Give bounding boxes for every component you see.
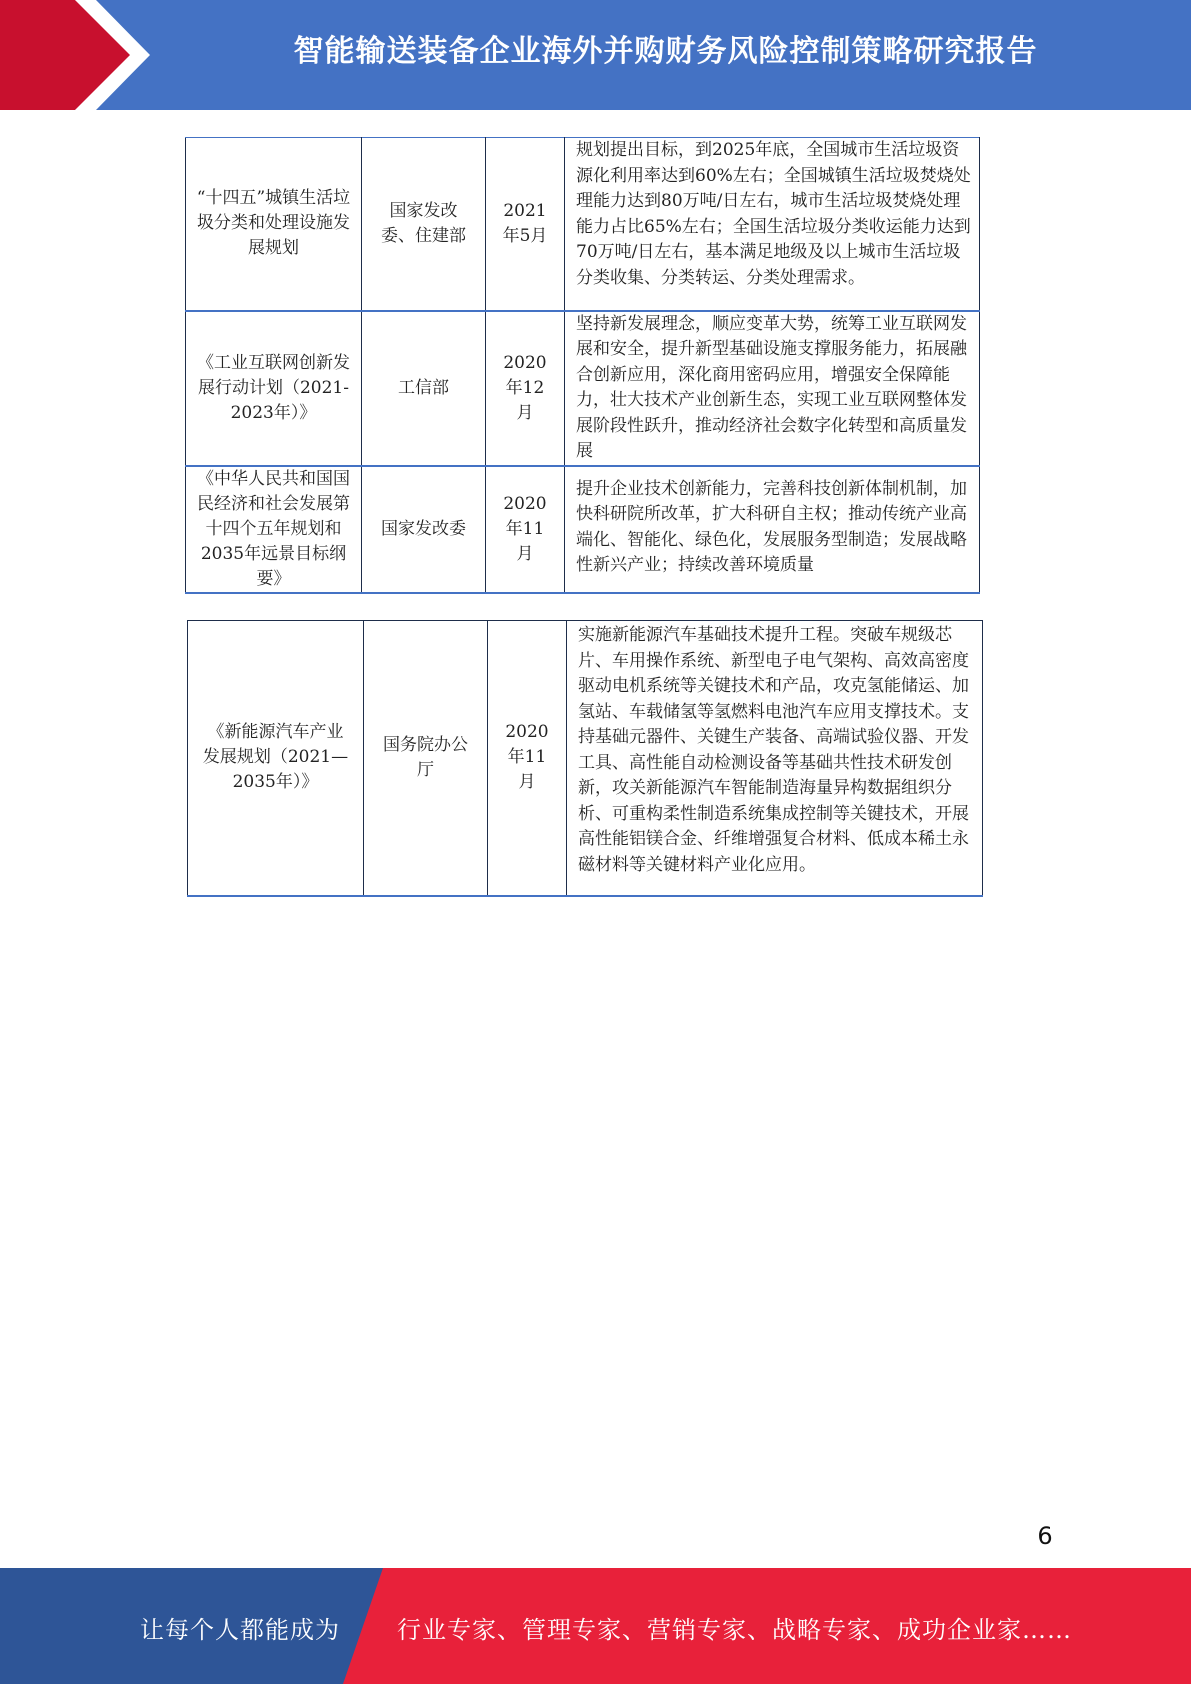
policy-date: 2020年11月 <box>486 466 565 593</box>
table-row <box>186 311 980 466</box>
table-row <box>186 138 980 311</box>
page-header <box>0 0 1191 110</box>
policy-date: 2021年5月 <box>486 138 565 311</box>
footer-slogan-right: 行业专家、管理专家、营销专家、战略专家、成功企业家…… <box>397 1616 1072 1644</box>
policy-description: 提升企业技术创新能力，完善科技创新体制机制，加快科研院所改革，扩大科研自主权；推动传统产业高端化、智能化、绿色化，发展服务型制造；发展战略性新兴产业；持续改善环境质量 <box>565 466 980 593</box>
policy-name: “十四五”城镇生活垃圾分类和处理设施发展规划 <box>186 138 362 311</box>
policy-department: 国务院办公厅 <box>364 621 488 896</box>
policy-table-2 <box>187 620 983 897</box>
policy-department: 国家发改委 <box>362 466 486 593</box>
policy-date: 2020年12月 <box>486 311 565 466</box>
policy-department: 工信部 <box>362 311 486 466</box>
table-row <box>188 621 983 896</box>
policy-name: 《新能源汽车产业发展规划（2021—2035年）》 <box>188 621 364 896</box>
policy-name: 《工业互联网创新发展行动计划（2021-2023年）》 <box>186 311 362 466</box>
policy-table-1 <box>185 137 980 594</box>
policy-department: 国家发改委、住建部 <box>362 138 486 311</box>
page-footer <box>0 1568 1191 1684</box>
policy-description: 规划提出目标，到2025年底，全国城市生活垃圾资源化利用率达到60%左右；全国城镇生活垃圾焚烧处理能力达到80万吨/日左右，城市生活垃圾焚烧处理能力占比65%左右；全国生活垃圾分类收运能力达到70万吨/日左右，基本满足地级及以上城市生活垃圾分类收集、分类转运、分类处理需求。 <box>565 138 980 311</box>
header-title: 智能输送装备企业海外并购财务风险控制策略研究报告 <box>293 34 1038 69</box>
table-row <box>186 466 980 593</box>
policy-description: 实施新能源汽车基础技术提升工程。突破车规级芯片、车用操作系统、新型电子电气架构、高效高密度驱动电机系统等关键技术和产品，攻克氢能储运、加氢站、车载储氢等氢燃料电池汽车应用支撑技术。支持基础元器件、关键生产装备、高端试验仪器、开发工具、高性能自动检测设备等基础共性技术研发创新，攻关新能源汽车智能制造海量异构数据组织分析、可重构柔性制造系统集成控制等关键技术，开展高性能铝镁合金、纤维增强复合材料、低成本稀土永磁材料等关键材料产业化应用。 <box>567 621 983 896</box>
policy-date: 2020年11月 <box>488 621 567 896</box>
footer-slogan-left: 让每个人都能成为 <box>140 1616 340 1644</box>
policy-name: 《中华人民共和国国民经济和社会发展第十四个五年规划和2035年远景目标纲要》 <box>186 466 362 593</box>
page-number: 6 <box>1037 1522 1053 1550</box>
policy-description: 坚持新发展理念，顺应变革大势，统筹工业互联网发展和安全，提升新型基础设施支撑服务能力，拓展融合创新应用，深化商用密码应用，增强安全保障能力，壮大技术产业创新生态，实现工业互联网整体发展阶段性跃升，推动经济社会数字化转型和高质量发展 <box>565 311 980 466</box>
